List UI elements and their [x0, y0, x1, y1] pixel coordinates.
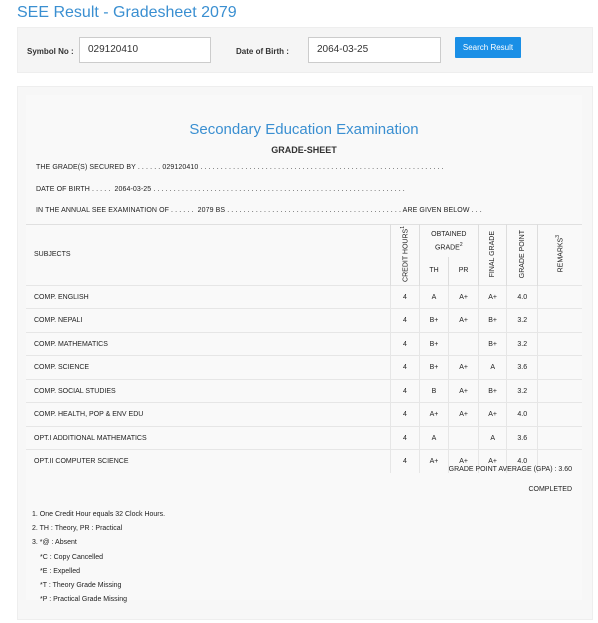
table-row [26, 356, 582, 380]
pr-grade-cell: A+ [449, 450, 479, 473]
remarks-cell [538, 309, 582, 333]
footnote: 2. TH : Theory, PR : Practical [32, 525, 123, 533]
dob-input[interactable]: 2064-03-25 [308, 37, 441, 63]
credit-cell: 4 [391, 450, 420, 473]
grade-point-cell: 3.2 [507, 309, 538, 333]
th-grade-cell: B+ [419, 332, 449, 356]
subject-cell: COMP. MATHEMATICS [26, 332, 391, 356]
grades-table [26, 224, 582, 473]
th-grade-cell: B+ [419, 309, 449, 333]
footnote: 1. One Credit Hour equals 32 Clock Hours. [32, 511, 166, 518]
remarks-cell [538, 285, 582, 309]
footnote: *C : Copy Cancelled [40, 553, 104, 561]
search-result-button[interactable]: Search Result [455, 37, 521, 58]
table-row [26, 332, 582, 356]
secured-by-line: THE GRADE(S) SECURED BY . . . . . . 029120410 . . . . . . . . . . . . . . . . . . . . . . . . . . . . . . . . . . . . . . . . . . . . . . . . . . . . . . . . . . . . [36, 164, 444, 171]
footnote: 3. *@ : Absent [32, 539, 77, 547]
exam-line: IN THE ANNUAL SEE EXAMINATION OF . . . . . . 2079 BS . . . . . . . . . . . . . . . . . . . . . . . . . . . . . . . . . . . . . . . . . . . ARE GIVEN BELOW . . . [36, 207, 482, 214]
remarks-cell [538, 426, 582, 450]
table-row [26, 285, 582, 309]
col-obtained-grade: OBTAINED GRADE$^2$ [419, 225, 478, 258]
footnotes [32, 508, 165, 607]
pr-grade-cell: A+ [449, 285, 479, 309]
page-title: SEE Result - Gradesheet 2079 [17, 4, 237, 21]
gradesheet-title: GRADE-SHEET [271, 145, 337, 155]
footnote: *T : Theory Grade Missing [40, 582, 122, 590]
grade-point-cell: 3.2 [507, 332, 538, 356]
result-status: COMPLETED [528, 486, 572, 493]
table-row [26, 309, 582, 333]
col-final-grade: FINAL GRADE [478, 225, 507, 286]
final-grade-cell: B+ [478, 332, 507, 356]
subject-cell: COMP. HEALTH, POP & ENV EDU [26, 403, 391, 427]
col-th: TH [419, 257, 449, 285]
credit-cell: 4 [391, 379, 420, 403]
table-row [26, 426, 582, 450]
pr-grade-cell: A+ [449, 356, 479, 380]
gradesheet-panel [17, 86, 593, 620]
th-grade-cell: B+ [419, 356, 449, 380]
th-grade-cell: A+ [419, 403, 449, 427]
col-grade-point: GRADE POINT [507, 225, 538, 286]
pr-grade-cell: A+ [449, 403, 479, 427]
footnote: *P : Practical Grade Missing [40, 596, 128, 604]
symbol-no-label: Symbol No : [27, 47, 74, 56]
th-grade-cell: B [419, 379, 449, 403]
final-grade-cell: A+ [478, 285, 507, 309]
pr-grade-cell: A+ [449, 379, 479, 403]
table-row [26, 403, 582, 427]
credit-cell: 4 [391, 285, 420, 309]
gpa-text: GRADE POINT AVERAGE (GPA) : 3.60 [448, 466, 572, 473]
dob-label: Date of Birth : [236, 47, 289, 56]
subject-cell: COMP. ENGLISH [26, 285, 391, 309]
credit-cell: 4 [391, 309, 420, 333]
pr-grade-cell: A+ [449, 309, 479, 333]
pr-grade-cell [449, 426, 479, 450]
grade-point-cell: 4.0 [507, 450, 538, 473]
th-grade-cell: A [419, 426, 449, 450]
grade-point-cell: 4.0 [507, 403, 538, 427]
grade-point-cell: 4.0 [507, 285, 538, 309]
col-credit-hours: CREDIT HOURS$^1$ [391, 225, 420, 286]
subject-cell: COMP. SOCIAL STUDIES [26, 379, 391, 403]
th-grade-cell: A [419, 285, 449, 309]
final-grade-cell: B+ [478, 309, 507, 333]
pr-grade-cell [449, 332, 479, 356]
col-subjects: SUBJECTS [34, 251, 71, 259]
grade-point-cell: 3.2 [507, 379, 538, 403]
final-grade-cell: B+ [478, 379, 507, 403]
grade-point-cell: 3.6 [507, 356, 538, 380]
exam-title: Secondary Education Examination [189, 121, 419, 138]
final-grade-cell: A [478, 426, 507, 450]
credit-cell: 4 [391, 403, 420, 427]
table-row [26, 379, 582, 403]
subject-cell: OPT.II COMPUTER SCIENCE [26, 450, 391, 473]
credit-cell: 4 [391, 332, 420, 356]
footnote: *E : Expelled [40, 567, 81, 575]
final-grade-cell: A+ [478, 450, 507, 473]
grade-point-cell: 3.6 [507, 426, 538, 450]
remarks-cell [538, 403, 582, 427]
remarks-cell [538, 332, 582, 356]
col-pr: PR [449, 257, 479, 285]
subject-cell: COMP. NEPALI [26, 309, 391, 333]
gradesheet [26, 95, 582, 604]
final-grade-cell: A+ [478, 403, 507, 427]
subject-cell: COMP. SCIENCE [26, 356, 391, 380]
dob-line: DATE OF BIRTH . . . . . 2064-03-25 . . . . . . . . . . . . . . . . . . . . . . . . . . . . . . . . . . . . . . . . . . . . . . . . . . . . . . . . . . . . . . [36, 186, 405, 193]
credit-cell: 4 [391, 356, 420, 380]
col-remarks: REMARKS$^3$ [538, 225, 582, 286]
subject-cell: OPT.I ADDITIONAL MATHEMATICS [26, 426, 391, 450]
credit-cell: 4 [391, 426, 420, 450]
final-grade-cell: A [478, 356, 507, 380]
remarks-cell [538, 356, 582, 380]
th-grade-cell: A+ [419, 450, 449, 473]
symbol-no-input[interactable]: 029120410 [79, 37, 211, 63]
remarks-cell [538, 379, 582, 403]
